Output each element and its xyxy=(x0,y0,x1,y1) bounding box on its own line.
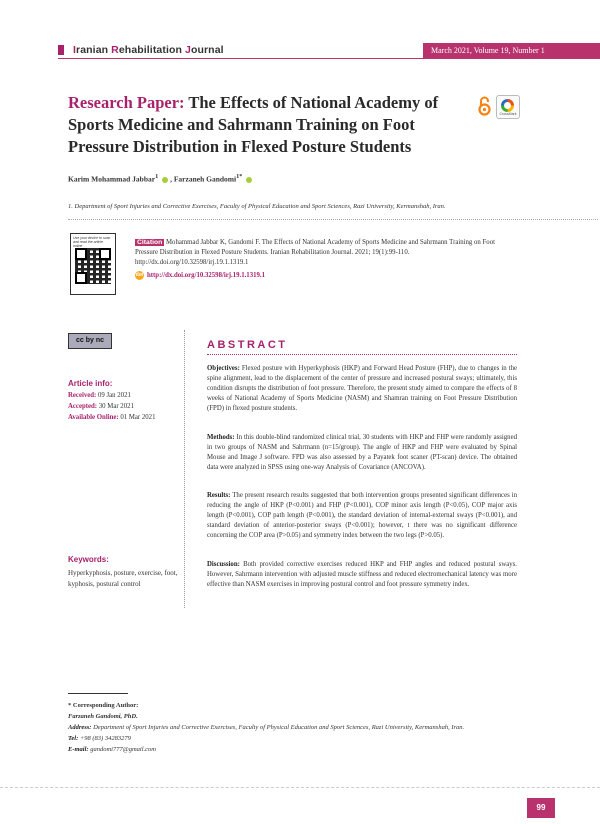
divider xyxy=(68,219,598,220)
footnote-rule xyxy=(68,693,128,694)
abstract-discussion: Discussion: Both provided corrective exercises reduced HKP and FHP angles and reduced postural sways. However, Sahrmann intervention with adjusted muscle stiffness and reduced electromechanical latency was more effective than NASM exercises in improving postural control and foot pressure symmetry index. xyxy=(207,561,517,588)
footer-rule xyxy=(0,787,600,788)
accepted-date: Accepted: 30 Mar 2021 xyxy=(68,403,134,410)
paper-type-label: Research Paper: xyxy=(68,93,185,112)
available-date: Available Online: 01 Mar 2021 xyxy=(68,414,156,421)
abstract-rule xyxy=(207,354,517,355)
abstract-methods: Methods: In this double-blind randomized clinical trial, 30 students with HKP and FHP were randomly assigned in two groups of NASM and Sahrmann (n=15/group). The angle of HKP and FHP were evaluated by Spinal Mouse and Image J software. FPD was also assessed by a Payatek foot scaner (PT-scan) device. The obtained data were analyzed in SPSS using one-way Analysis of Covariance (ANCOVA). xyxy=(207,434,517,471)
article-title: Research Paper: The Effects of National Academy of Sports Medicine and Sahrmann Training on Foot Pressure Distribution in Flexed Posture Students xyxy=(68,93,439,156)
abstract-objectives: Objectives: Flexed posture with Hyperkyphosis (HKP) and Forward Head Posture (FHP), due to changes in the spine alignment, lead to the displacement of the center of pressure and increased postural sways; ultimately, this condition disrupts the distribution of foot pressure. Therefore, the present study aimed to compare the effects of 8 weeks of National Academy of Sports Medicine (NASM) and Shamran training on Foot Pressure Distribution (FPD) in flexed posture students. xyxy=(207,365,517,412)
orcid-icon[interactable] xyxy=(162,177,168,183)
cc-license-icon[interactable]: cc by nc xyxy=(68,333,112,349)
corresponding-tel: Tel: +98 (83) 34283279 xyxy=(68,735,131,742)
header-rule xyxy=(58,58,600,59)
affiliation: 1. Department of Sport Injuries and Corrective Exercises, Faculty of Physical Education and Sport Sciences, Razi University, Kermanshah, Iran. xyxy=(68,203,446,210)
page-number: 99 xyxy=(527,798,555,818)
received-date: Received: 09 Jan 2021 xyxy=(68,392,131,399)
citation: Citation Mohammad Jabbar K, Gandomi F. The Effects of National Academy of Sports Medicine and Sahrmann Training on Foot Pressure Distribution in Flexed Posture Students. Iranian Rehabilitation Journal. 2021; 19(1):99-110. http://dx.doi.org/10.32598/irj.19.1.1319.1 xyxy=(135,239,495,266)
corresponding-address: Address: Department of Sport Injuries and Corrective Exercises, Faculty of Physical Education and Sport Sciences, Razi University, Kermanshah, Iran. xyxy=(68,724,465,731)
article-info-title: Article info: xyxy=(68,379,113,388)
crossmark-icon[interactable]: CrossMark xyxy=(496,95,520,119)
journal-name: Iranian Rehabilitation Journal xyxy=(73,44,224,56)
orcid-icon[interactable] xyxy=(246,177,252,183)
open-access-icon xyxy=(477,96,492,116)
corresponding-email[interactable]: E-mail: gandomi777@gmail.com xyxy=(68,746,156,753)
keywords-title: Keywords: xyxy=(68,555,109,564)
issue-badge: March 2021, Volume 19, Number 1 xyxy=(423,43,600,58)
abstract-results: Results: The present research results suggested that both intervention groups presented significant differences in reducing the angle of HKP (P<0.001) and FHP (P<0.001), COP minor axis length (P<0.05), COP major axis length (P<0.001), COP path length (P<0.001), the standard deviation of internal-external sways (P<0.001), and standard deviation of anterior-posterior sways (P<0.001); however, t there was no significant difference concerning the COP area (P>0.05) and symmetry index between the two legs (P>0.05). xyxy=(207,492,517,539)
citation-label: Citation xyxy=(137,239,163,246)
keywords-list: Hyperkyphosis, posture, exercise, foot, kyphosis, postural control xyxy=(68,569,178,588)
authors: Karim Mohammad Jabbar$^1$ , Farzaneh Gandomi$^{1*}$ xyxy=(68,173,254,184)
journal-logo-bar xyxy=(58,45,64,55)
qr-code[interactable]: Use your device to scan and read the article online xyxy=(70,233,116,295)
abstract-title: ABSTRACT xyxy=(207,339,288,351)
doi-link[interactable]: doi http://dx.doi.org/10.32598/irj.19.1.1319.1 xyxy=(135,272,266,280)
corresponding-heading: * Corresponding Author: xyxy=(68,702,139,709)
column-divider xyxy=(184,330,185,608)
doi-icon: doi xyxy=(135,272,144,278)
corresponding-name: Farzaneh Gandomi, PhD. xyxy=(68,713,138,720)
